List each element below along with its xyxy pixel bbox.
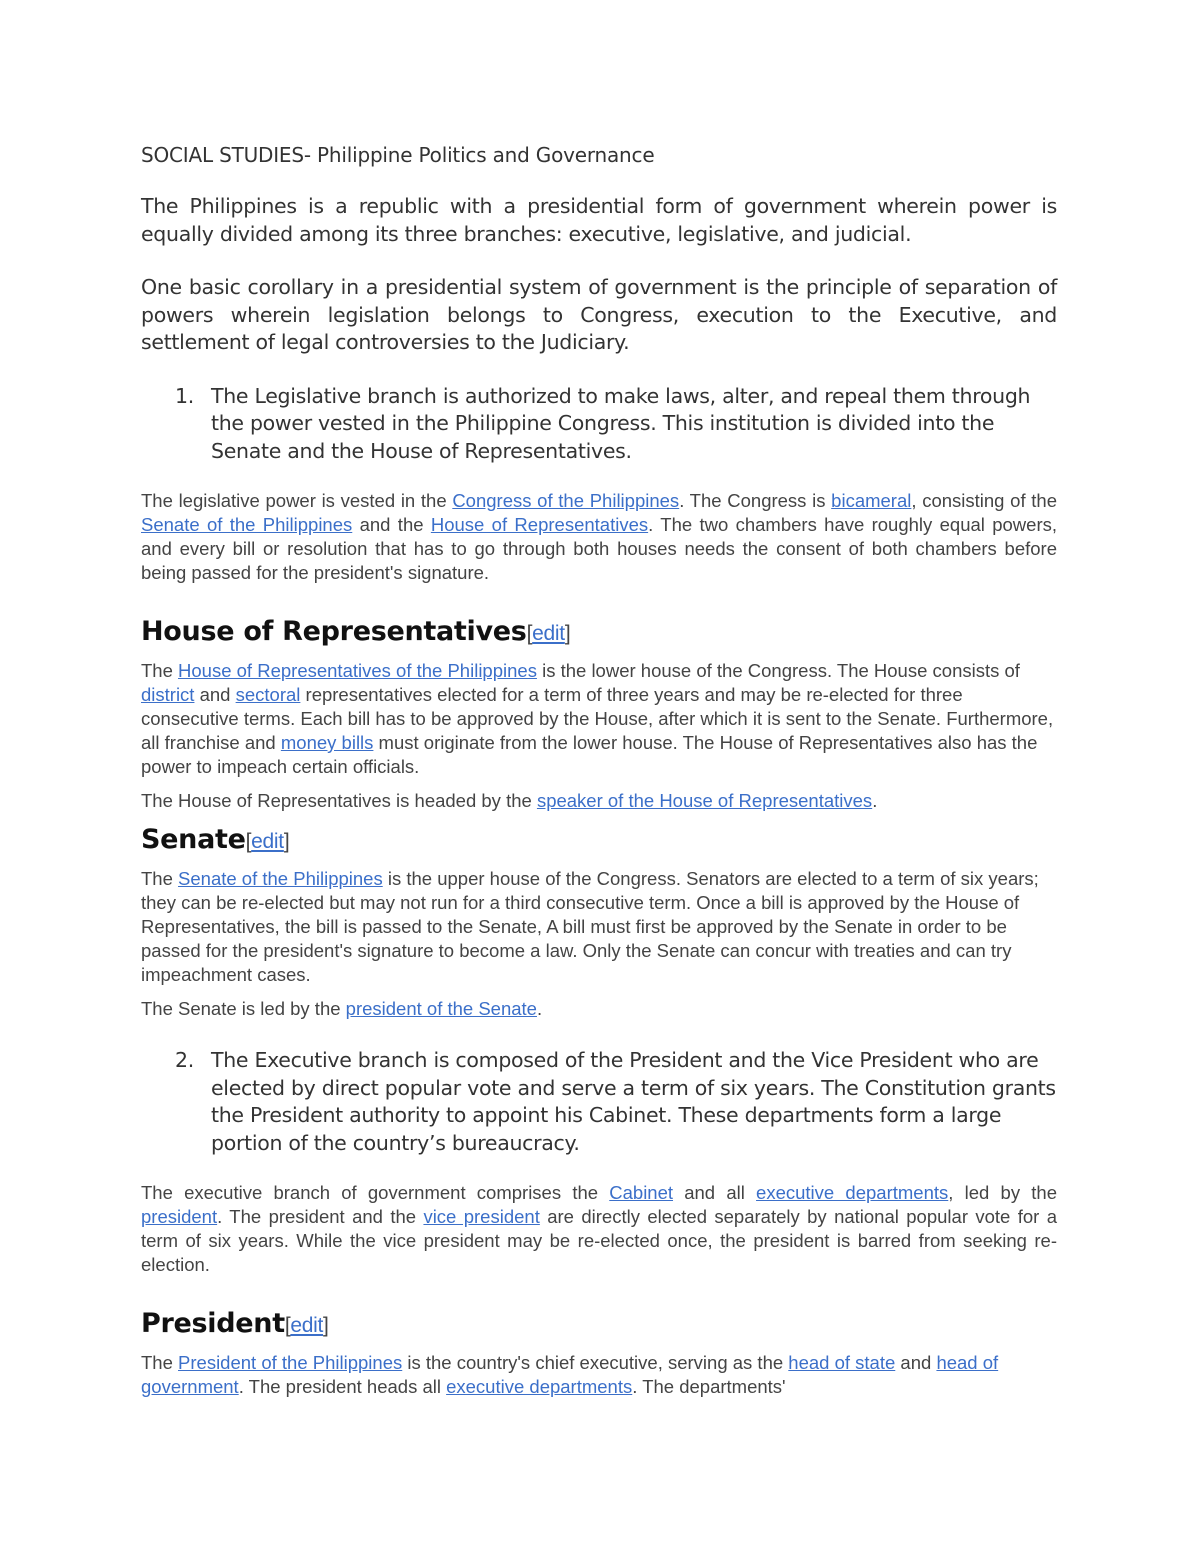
text-run: . (872, 790, 878, 811)
heading-text: President (141, 1308, 285, 1339)
text-run: . (536, 998, 543, 1019)
house-paragraph-2 (141, 789, 1057, 813)
text-run: The executive branch of government comprises the (141, 1182, 610, 1203)
house-paragraph-1 (141, 659, 1057, 779)
document-title: SOCIAL STUDIES- Philippine Politics and Governance (141, 143, 655, 167)
text-run: The (141, 1352, 179, 1373)
text-run: must originate from the lower house. The House of Representatives also has the power to impeach certain officials. (141, 732, 1038, 777)
text-run: The House of Representatives is headed by the (141, 790, 537, 811)
senate-paragraph-2 (141, 997, 1057, 1021)
edit-section (527, 622, 571, 645)
text-run: are directly elected separately by national popular vote for a term of six years. While the vice president may be re-elected once, the president is barred from seeking re-election. (141, 1206, 1057, 1275)
link-executive-departments[interactable]: executive departments (756, 1182, 949, 1203)
text-run: and the (352, 514, 431, 535)
text-run: representatives elected for a term of three years and may be re-elected for three consecutive terms. Each bill has to be approved by the House, after which it is sent to the Senate. Furthermore, all franchise and (141, 684, 1054, 753)
text-run: The (141, 868, 179, 889)
link-congress-of-the-philippines[interactable]: Congress of the Philippines (452, 490, 680, 511)
heading-text: House of Representatives (141, 616, 527, 647)
link-executive-departments[interactable]: executive departments (446, 1376, 633, 1397)
link-house-of-representatives[interactable]: House of Representatives (430, 514, 649, 535)
heading-text: Senate (141, 824, 246, 855)
text-run: , led by the (948, 1182, 1057, 1203)
link-senate-of-the-philippines[interactable]: Senate of the Philippines (141, 514, 353, 535)
bracket-open: [ (284, 1314, 291, 1337)
list-item-legislative (141, 383, 1057, 466)
link-sectoral[interactable]: sectoral (235, 684, 301, 705)
edit-section (246, 830, 290, 853)
list-item-text: The Executive branch is composed of the President and the Vice President who are elected by direct popular vote and serve a term of six years. The Constitution grants the President authority to appoint his Cabinet. These departments form a large portion of the country’s bureaucracy. (211, 1048, 1056, 1155)
bracket-open: [ (245, 830, 252, 853)
link-head-of-state[interactable]: head of state (788, 1352, 896, 1373)
text-run: , consisting of the (911, 490, 1057, 511)
heading-senate (141, 823, 1057, 859)
link-house-of-representatives-of-the-philippines[interactable]: House of Representatives of the Philippines (178, 660, 537, 681)
text-run: is the lower house of the Congress. The House consists of (536, 660, 1020, 681)
bracket-close: ] (564, 622, 571, 645)
link-district[interactable]: district (141, 684, 195, 705)
link-cabinet[interactable]: Cabinet (609, 1182, 674, 1203)
text-run: is the country's chief executive, serving as the (402, 1352, 789, 1373)
link-speaker-of-the-house[interactable]: speaker of the House of Representatives (536, 790, 873, 811)
link-president-of-the-philippines[interactable]: President of the Philippines (178, 1352, 403, 1373)
heading-house-of-representatives (141, 615, 1057, 651)
text-run: . The president heads all (238, 1376, 447, 1397)
edit-link-senate[interactable]: edit (251, 830, 284, 853)
heading-president (141, 1307, 1057, 1343)
link-money-bills[interactable]: money bills (280, 732, 374, 753)
text-run: The legislative power is vested in the (141, 490, 453, 511)
senate-paragraph-1 (141, 867, 1057, 987)
text-run: . The president and the (217, 1206, 424, 1227)
text-run: and (194, 684, 236, 705)
bracket-open: [ (526, 622, 533, 645)
president-paragraph-1 (141, 1351, 1057, 1399)
list-number: 1. (175, 383, 194, 408)
text-run: and (895, 1352, 937, 1373)
edit-link-house[interactable]: edit (532, 622, 565, 645)
edit-section (285, 1314, 329, 1337)
text-run: . The Congress is (679, 490, 832, 511)
text-run: and all (673, 1182, 757, 1203)
link-vice-president[interactable]: vice president (423, 1206, 540, 1227)
link-head-of-government[interactable]: head of government (141, 1352, 999, 1397)
legislative-paragraph (141, 489, 1057, 585)
document-body (141, 143, 1057, 1409)
text-run: . The departments' (632, 1376, 786, 1397)
text-run: is the upper house of the Congress. Senators are elected to a term of six years; they can be re-elected but may not run for a third consecutive term. Once a bill is approved by the House of Representatives, the bill is passed to the Senate, A bill must first be approved by the Senate in order to be passed for the president's signature to become a law. Only the Senate can concur with treaties and can try impeachment cases. (141, 868, 1039, 985)
link-bicameral[interactable]: bicameral (831, 490, 912, 511)
executive-paragraph (141, 1181, 1057, 1277)
list-item-text: The Legislative branch is authorized to make laws, alter, and repeal them through the power vested in the Philippine Congress. This institution is divided into the Senate and the House of Representatives. (211, 383, 1031, 463)
list-number: 2. (175, 1048, 194, 1072)
link-president-of-the-senate[interactable]: president of the Senate (345, 998, 537, 1019)
link-president[interactable]: president (141, 1206, 218, 1227)
text-run: The Senate is led by the (141, 998, 346, 1019)
text-run: . The two chambers have roughly equal powers, and every bill or resolution that has to go through both houses needs the consent of both chambers before being passed for the president's signature. (141, 514, 1057, 583)
edit-link-president[interactable]: edit (290, 1314, 324, 1337)
link-senate-of-the-philippines[interactable]: Senate of the Philippines (178, 868, 383, 889)
text-run: The (141, 660, 179, 681)
bracket-close: ] (323, 1314, 329, 1337)
bracket-close: ] (283, 830, 290, 853)
list-item-executive (141, 1047, 1057, 1157)
intro-paragraph-1: The Philippines is a republic with a presidential form of government wherein power is equally divided among its three branches: executive, legislative, and judicial. (141, 194, 1057, 246)
intro-paragraph-2: One basic corollary in a presidential system of government is the principle of separation of powers wherein legislation belongs to Congress, execution to the Executive, and settlement of legal controversies to the Judiciary. (141, 275, 1057, 354)
